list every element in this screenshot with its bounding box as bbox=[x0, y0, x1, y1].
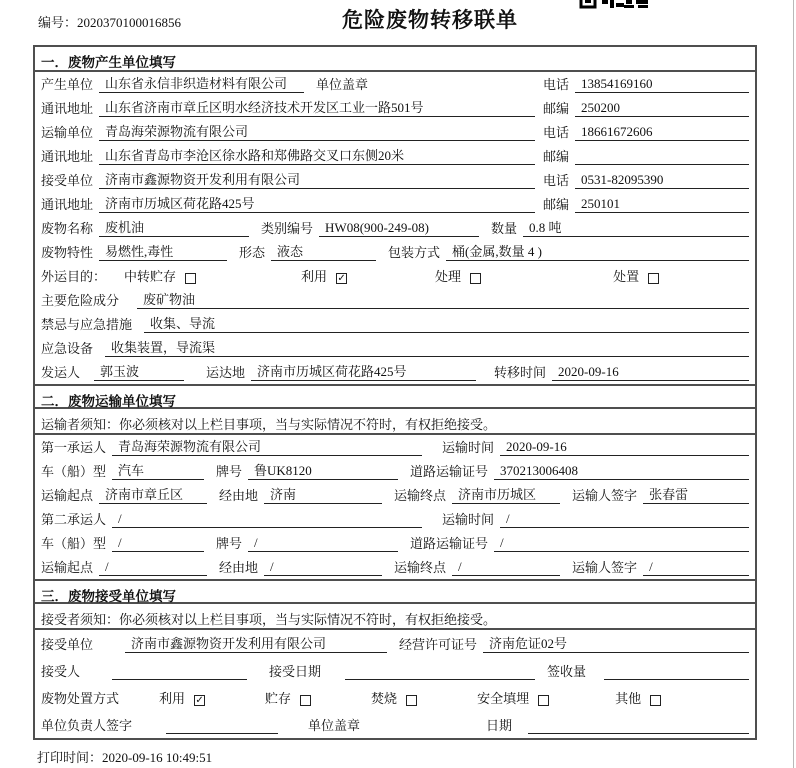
start1-label: 运输起点 bbox=[41, 488, 94, 503]
plate2-label: 牌号 bbox=[216, 536, 243, 551]
producer-seal-label: 单位盖章 bbox=[316, 77, 369, 92]
end1-value: 济南市历城区 bbox=[452, 484, 560, 504]
serial-label: 编号： bbox=[38, 15, 78, 30]
vehicle2-label: 车（船）型 bbox=[41, 536, 107, 551]
section2-header: 二．废物运输单位填写 bbox=[35, 384, 755, 409]
row-transporter-left bbox=[41, 121, 543, 141]
end2-value: / bbox=[452, 559, 560, 576]
producer-label: 产生单位 bbox=[41, 77, 94, 92]
row-producer-address-right bbox=[543, 98, 749, 117]
row-transporter-address-right bbox=[543, 146, 749, 165]
transporter-zip-label: 邮编 bbox=[543, 149, 570, 164]
category-value: HW08(900-249-08) bbox=[319, 220, 479, 237]
date-value bbox=[528, 718, 749, 734]
row-receiver-address bbox=[35, 192, 755, 216]
row-transporter-right bbox=[543, 122, 749, 141]
disposal-option-store bbox=[265, 688, 311, 707]
row-waste-name bbox=[35, 216, 755, 240]
vehicle1-value: 汽车 bbox=[112, 460, 204, 480]
purpose-opt2-checkbox: ✓ bbox=[337, 272, 346, 284]
transfer-time-value: 2020-09-16 bbox=[552, 364, 749, 381]
disposal-label: 废物处置方式 bbox=[41, 691, 120, 706]
packing-label: 包装方式 bbox=[388, 245, 441, 260]
producer-zip-label: 邮编 bbox=[543, 101, 570, 116]
quantity-value: 0.8 吨 bbox=[523, 217, 749, 237]
row-vehicle1 bbox=[35, 459, 755, 483]
row-purpose bbox=[35, 264, 755, 288]
hazard-value: 废矿物油 bbox=[137, 289, 749, 309]
row-receiver-left bbox=[41, 169, 543, 189]
property-value: 易燃性,毒性 bbox=[99, 241, 227, 261]
receiver-value: 济南市鑫源物资开发利用有限公司 bbox=[99, 169, 535, 189]
disposal-opt1-checkbox: ✓ bbox=[195, 694, 204, 706]
quantity-label: 数量 bbox=[491, 221, 518, 236]
start2-value: / bbox=[99, 559, 207, 576]
row-disposal bbox=[35, 684, 755, 711]
qr-code-icon bbox=[578, 0, 650, 11]
disposal-option-utilize bbox=[159, 688, 205, 707]
time1-value: 2020-09-16 bbox=[500, 439, 749, 456]
purpose-option-treat bbox=[435, 266, 481, 285]
accept-unit-label: 接受单位 bbox=[41, 637, 94, 652]
disposal-opt4-checkbox bbox=[538, 695, 549, 706]
road2-label: 道路运输证号 bbox=[410, 536, 489, 551]
transporter-value: 青岛海荣源物流有限公司 bbox=[99, 121, 535, 141]
disposal-opt2-label: 贮存 bbox=[265, 691, 292, 706]
sender-label: 发运人 bbox=[41, 365, 81, 380]
sign1-label: 运输人签字 bbox=[572, 488, 638, 503]
row-producer-left bbox=[41, 73, 543, 93]
dest-label: 运达地 bbox=[206, 365, 246, 380]
producer-zip-value: 250200 bbox=[575, 100, 749, 117]
disposal-opt4-label: 安全填埋 bbox=[477, 691, 530, 706]
unit-seal-label: 单位盖章 bbox=[308, 718, 361, 733]
row-hazard bbox=[35, 288, 755, 312]
row-receiver-right bbox=[543, 170, 749, 189]
receiver-address-label: 通讯地址 bbox=[41, 197, 94, 212]
row-vehicle2 bbox=[35, 531, 755, 555]
row-transporter bbox=[35, 120, 755, 144]
date-label: 日期 bbox=[486, 718, 513, 733]
start1-value: 济南市章丘区 bbox=[99, 484, 207, 504]
receiver-phone-value: 0531-82095390 bbox=[575, 172, 749, 189]
purpose-opt3-checkbox bbox=[470, 273, 481, 284]
print-time-line bbox=[37, 747, 212, 766]
producer-address-value: 山东省济南市章丘区明水经济技术开发区工业一路501号 bbox=[99, 97, 535, 117]
transporter-notice: 运输者须知：你必须核对以上栏目事项，当与实际情况不符时，有权拒绝接受。 bbox=[35, 409, 755, 435]
row-accept-unit bbox=[35, 630, 755, 657]
section3-header: 三．废物接受单位填写 bbox=[35, 579, 755, 604]
sign-qty-value bbox=[604, 664, 749, 680]
taboo-label: 禁忌与应急措施 bbox=[41, 317, 133, 332]
producer-value: 山东省永信非织造材料有限公司 bbox=[99, 73, 304, 93]
producer-phone-value: 13854169160 bbox=[575, 76, 749, 93]
start2-label: 运输起点 bbox=[41, 560, 94, 575]
road2-value: / bbox=[494, 535, 749, 552]
row-producer-address-left bbox=[41, 97, 543, 117]
carrier1-label: 第一承运人 bbox=[41, 440, 107, 455]
carrier2-value: / bbox=[112, 511, 422, 528]
row-route1 bbox=[35, 483, 755, 507]
hazard-label: 主要危险成分 bbox=[41, 293, 120, 308]
sign2-label: 运输人签字 bbox=[572, 560, 638, 575]
transporter-phone-label: 电话 bbox=[543, 125, 570, 140]
end2-label: 运输终点 bbox=[394, 560, 447, 575]
manifest-form bbox=[33, 45, 757, 740]
vehicle2-value: / bbox=[112, 535, 204, 552]
via1-value: 济南 bbox=[264, 484, 382, 504]
receiver-address-value: 济南市历城区荷花路425号 bbox=[99, 193, 535, 213]
road1-label: 道路运输证号 bbox=[410, 464, 489, 479]
permit-value: 济南危证02号 bbox=[483, 633, 749, 653]
end1-label: 运输终点 bbox=[394, 488, 447, 503]
sign-qty-label: 签收量 bbox=[547, 664, 587, 679]
vehicle1-label: 车（船）型 bbox=[41, 464, 107, 479]
purpose-option-utilize bbox=[301, 266, 347, 285]
accept-date-label: 接受日期 bbox=[269, 664, 322, 679]
property-label: 废物特性 bbox=[41, 245, 94, 260]
sender-value: 郭玉波 bbox=[94, 361, 184, 381]
disposal-opt3-checkbox bbox=[406, 695, 417, 706]
row-producer-address bbox=[35, 96, 755, 120]
row-carrier1 bbox=[35, 435, 755, 459]
chief-sign-label: 单位负责人签字 bbox=[41, 718, 133, 733]
receiver-label: 接受单位 bbox=[41, 173, 94, 188]
row-carrier2 bbox=[35, 507, 755, 531]
purpose-option-dispose bbox=[613, 266, 659, 285]
producer-phone-label: 电话 bbox=[543, 77, 570, 92]
plate1-value: 鲁UK8120 bbox=[248, 460, 398, 480]
plate1-label: 牌号 bbox=[216, 464, 243, 479]
acceptor-value bbox=[112, 664, 247, 680]
disposal-opt3-label: 焚烧 bbox=[371, 691, 398, 706]
row-taboo bbox=[35, 312, 755, 336]
receiver-zip-value: 250101 bbox=[575, 196, 749, 213]
waste-name-label: 废物名称 bbox=[41, 221, 94, 236]
purpose-opt3-label: 处理 bbox=[435, 269, 462, 284]
time2-value: / bbox=[500, 511, 749, 528]
disposal-opt5-checkbox bbox=[650, 695, 661, 706]
carrier1-value: 青岛海荣源物流有限公司 bbox=[112, 436, 422, 456]
page-edge-divider bbox=[793, 0, 794, 768]
form-title: 危险废物转移联单 bbox=[342, 8, 518, 32]
row-producer bbox=[35, 72, 755, 96]
row-waste-property bbox=[35, 240, 755, 264]
row-transporter-address bbox=[35, 144, 755, 168]
sign1-value: 张春雷 bbox=[643, 484, 749, 504]
row-producer-right bbox=[543, 74, 749, 93]
row-receiver-address-left bbox=[41, 193, 543, 213]
row-acceptor bbox=[35, 657, 755, 684]
equipment-value: 收集装置，导流渠 bbox=[105, 337, 749, 357]
carrier2-label: 第二承运人 bbox=[41, 512, 107, 527]
road1-value: 370213006408 bbox=[494, 463, 749, 480]
purpose-opt1-label: 中转贮存 bbox=[124, 269, 177, 284]
purpose-label: 外运目的： bbox=[41, 269, 107, 284]
disposal-opt5-label: 其他 bbox=[615, 691, 642, 706]
row-route2 bbox=[35, 555, 755, 579]
transfer-time-label: 转移时间 bbox=[494, 365, 547, 380]
accept-date-value bbox=[345, 664, 535, 680]
dest-value: 济南市历城区荷花路425号 bbox=[251, 361, 476, 381]
print-time-value: 2020-09-16 10:49:51 bbox=[102, 750, 213, 765]
packing-value: 桶(金属,数量 4 ) bbox=[446, 241, 749, 261]
form-state-label: 形态 bbox=[239, 245, 266, 260]
row-receiver-address-right bbox=[543, 194, 749, 213]
disposal-option-other bbox=[615, 688, 661, 707]
purpose-opt2-label: 利用 bbox=[301, 269, 328, 284]
transporter-zip-value bbox=[575, 149, 749, 165]
receiver-zip-label: 邮编 bbox=[543, 197, 570, 212]
accept-unit-value: 济南市鑫源物资开发利用有限公司 bbox=[125, 633, 387, 653]
purpose-opt4-label: 处置 bbox=[613, 269, 640, 284]
form-state-value: 液态 bbox=[271, 241, 376, 261]
via2-label: 经由地 bbox=[219, 560, 259, 575]
plate2-value: / bbox=[248, 535, 398, 552]
transporter-phone-value: 18661672606 bbox=[575, 124, 749, 141]
purpose-opt1-checkbox bbox=[185, 273, 196, 284]
row-sender bbox=[35, 360, 755, 384]
acceptor-label: 接受人 bbox=[41, 664, 81, 679]
receiver-notice: 接受者须知：你必须核对以上栏目事项，当与实际情况不符时，有权拒绝接受。 bbox=[35, 604, 755, 630]
equipment-label: 应急设备 bbox=[41, 341, 94, 356]
time1-label: 运输时间 bbox=[442, 440, 495, 455]
row-transporter-address-left bbox=[41, 145, 543, 165]
producer-address-label: 通讯地址 bbox=[41, 101, 94, 116]
purpose-option-transfer-storage bbox=[124, 266, 196, 285]
category-label: 类别编号 bbox=[261, 221, 314, 236]
via1-label: 经由地 bbox=[219, 488, 259, 503]
waste-name-value: 废机油 bbox=[99, 217, 249, 237]
disposal-option-landfill bbox=[477, 688, 549, 707]
disposal-opt1-label: 利用 bbox=[159, 691, 186, 706]
transporter-address-value: 山东省青岛市李沧区徐水路和郑佛路交叉口东侧20米 bbox=[99, 145, 535, 165]
transporter-address-label: 通讯地址 bbox=[41, 149, 94, 164]
time2-label: 运输时间 bbox=[442, 512, 495, 527]
row-receiver bbox=[35, 168, 755, 192]
transporter-label: 运输单位 bbox=[41, 125, 94, 140]
print-time-label: 打印时间： bbox=[37, 750, 103, 765]
purpose-opt4-checkbox bbox=[648, 273, 659, 284]
taboo-value: 收集、导流 bbox=[144, 313, 749, 333]
disposal-opt2-checkbox bbox=[300, 695, 311, 706]
receiver-phone-label: 电话 bbox=[543, 173, 570, 188]
row-chief-signature bbox=[35, 711, 755, 738]
serial-value: 2020370100016856 bbox=[77, 15, 182, 30]
sign2-value: / bbox=[643, 559, 749, 576]
row-equipment bbox=[35, 336, 755, 360]
disposal-option-incinerate bbox=[371, 688, 417, 707]
section1-header: 一．废物产生单位填写 bbox=[35, 47, 755, 72]
chief-sign-value bbox=[166, 718, 278, 734]
permit-label: 经营许可证号 bbox=[399, 637, 478, 652]
via2-value: / bbox=[264, 559, 382, 576]
